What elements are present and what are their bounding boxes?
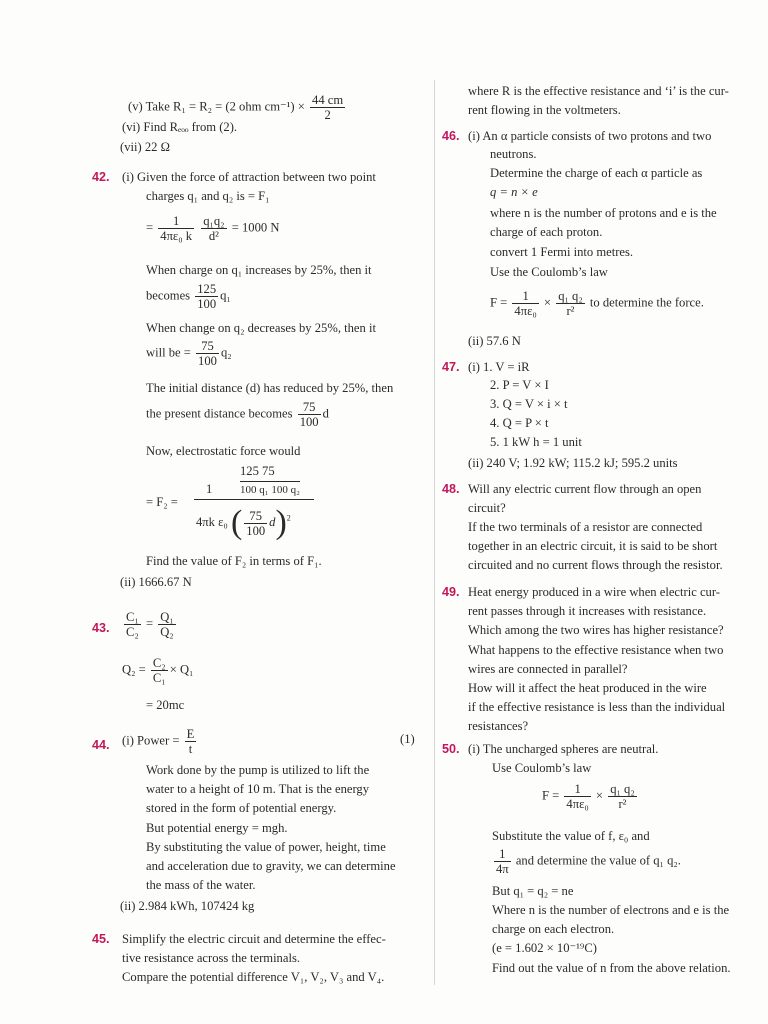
q45-line: Simplify the electric circuit and determine the effec- <box>122 932 386 946</box>
coulomb-formula: F = $\frac{1}{\text{4πε₀}}$ × $\frac{\text{q₁ q₂}}{\text{r²}}$ to determine the force. <box>490 289 704 318</box>
q42-formula: = $\frac{1}{\text{4πε₀ k}}$ $\frac{\text{q₁q₂}}{\text{d²}}$ = 1000 N <box>146 214 280 243</box>
q41-line-vi: (vi) Find Rₑₒₒ from (2). <box>122 120 238 134</box>
q47-answer: (ii) 240 V; 1.92 kW; 115.2 kJ; 595.2 units <box>468 456 678 470</box>
q42-fraction-line: the present distance becomes $\frac{75}{100}$ d <box>146 400 329 429</box>
q42-line: When charge on q₁ increases by 25%, then it <box>146 263 372 277</box>
q42-line: charges q₁ and q₂ is = F₁ <box>146 189 270 203</box>
question-number: 44. <box>92 738 110 752</box>
q46-line: Use the Coulomb’s law <box>490 265 608 279</box>
q44-line: By substituting the value of power, height, time <box>146 840 386 854</box>
q50-line: Find out the value of n from the above relation. <box>492 961 731 975</box>
q43-ratio: $\frac{\text{C₁}}{\text{C₂}}$ = $\frac{\text{Q₁}}{\text{Q₂}}$ <box>126 610 174 639</box>
q42-fraction-line: will be = $\frac{75}{100}$ q₂ <box>146 339 232 368</box>
question-number: 47. <box>442 360 460 374</box>
q50-line: charge on each electron. <box>492 922 615 936</box>
right-column <box>442 0 768 1024</box>
q49-line: rent passes through it increases with resistance. <box>468 604 707 618</box>
q46-line: where n is the number of protons and e is the <box>490 206 717 220</box>
q50-line: But q₁ = q₂ = ne <box>492 884 574 898</box>
q44-line: stored in the form of potential energy. <box>146 801 337 815</box>
q50-fraction-line: $\frac{1}{4\pi}$ and determine the value of q₁ q₂. <box>496 847 681 876</box>
q50-line: Substitute the value of f, ε₀ and <box>492 829 650 843</box>
question-number: 43. <box>92 621 110 635</box>
question-number: 42. <box>92 170 110 184</box>
question-number: 50. <box>442 742 460 756</box>
big-formula-den: 4πk ε₀ ( $\frac{75}{100}$ d)$^2$ <box>196 504 291 541</box>
q44-line: But potential energy = mgh. <box>146 821 288 835</box>
q50-line: Where n is the number of electrons and e is the <box>492 903 730 917</box>
q42-answer: (ii) 1666.67 N <box>120 575 192 589</box>
question-number: 49. <box>442 585 460 599</box>
q46-line: (i) An α particle consists of two protons and two <box>468 129 712 143</box>
fraction-bar <box>194 499 314 500</box>
q44-answer: (ii) 2.984 kWh, 107424 kg <box>120 899 255 913</box>
question-number: 45. <box>92 932 110 946</box>
q45-line: Compare the potential difference V₁, V₂, V₃ and V₄. <box>122 970 385 984</box>
q42-line: Find the value of F₂ in terms of F₁. <box>146 554 322 568</box>
q49-line: Which among the two wires has higher resistance? <box>468 623 724 637</box>
continued-line: where R is the effective resistance and ‘i’ is the cur- <box>468 84 729 98</box>
q43-equation: Q₂ = $\frac{\text{C₂}}{\text{C₁}}$ × Q₁ <box>122 656 194 685</box>
q50-line: (e = 1.602 × 10⁻¹⁹C) <box>492 941 597 955</box>
q42-line: Now, electrostatic force would <box>146 444 301 458</box>
q48-line: together in an electric circuit, it is said to be short <box>468 539 718 553</box>
q49-line: Heat energy produced in a wire when electric cur- <box>468 585 720 599</box>
q50-line: Use Coulomb’s law <box>492 761 592 775</box>
coulomb-formula: F = $\frac{1}{\text{4πε₀}}$ × $\frac{\text{q₁ q₂}}{\text{r²}}$ <box>542 782 635 811</box>
big-formula-one: 1 <box>206 482 213 496</box>
q46-formula: q = n × e <box>490 185 538 199</box>
q46-line: Determine the charge of each α particle as <box>490 166 703 180</box>
big-formula-top: 125 75 <box>240 464 275 478</box>
q46-line: neutrons. <box>490 147 537 161</box>
continued-line: rent flowing in the voltmeters. <box>468 103 621 117</box>
q42-fraction-line: becomes $\frac{125}{100}$ q₁ <box>146 282 231 311</box>
q46-answer: (ii) 57.6 N <box>468 334 521 348</box>
question-number: 46. <box>442 129 460 143</box>
q46-line: charge of each proton. <box>490 225 603 239</box>
q42-line: When change on q₂ decreases by 25%, then it <box>146 321 376 335</box>
big-formula-top-den: 100 q₁ 100 q₂ <box>240 481 300 498</box>
question-number: 48. <box>442 482 460 496</box>
q44-line: water to a height of 10 m. That is the energy <box>146 782 370 796</box>
q42-line: (i) Given the force of attraction between two point <box>122 170 376 184</box>
q48-line: circuit? <box>468 501 506 515</box>
q48-line: If the two terminals of a resistor are connected <box>468 520 703 534</box>
q45-line: tive resistance across the terminals. <box>122 951 300 965</box>
q50-line: (i) The uncharged spheres are neutral. <box>468 742 659 756</box>
q49-line: resistances? <box>468 719 529 733</box>
q44-power: (i) Power = $\frac{E}{t}$ <box>122 727 195 756</box>
q43-result: = 20mc <box>146 698 185 712</box>
q48-line: Will any electric current flow through an open <box>468 482 702 496</box>
q44-line: Work done by the pump is utilized to lift the <box>146 763 370 777</box>
q41-line-v: (v) Take R₁ = R₂ = (2 ohm cm⁻¹) × $\frac{44 cm}{2}$ <box>128 93 344 122</box>
q47-item: 2. P = V × I <box>490 378 549 392</box>
q47-item: (i) 1. V = iR <box>468 360 530 374</box>
fraction: $\frac{44 cm}{2}$ <box>312 93 344 122</box>
equation-tag: (1) <box>400 732 415 746</box>
q48-line: circuited and no current flows through the resistor. <box>468 558 723 572</box>
q49-line: What happens to the effective resistance when two <box>468 643 724 657</box>
q46-line: convert 1 Fermi into metres. <box>490 245 634 259</box>
big-formula-eq: = F₂ = <box>146 495 178 509</box>
q44-line: the mass of the water. <box>146 878 256 892</box>
q49-line: if the effective resistance is less than the individual <box>468 700 726 714</box>
q42-line: The initial distance (d) has reduced by 25%, then <box>146 381 394 395</box>
q47-item: 3. Q = V × i × t <box>490 397 568 411</box>
q47-item: 5. 1 kW h = 1 unit <box>490 435 582 449</box>
q41-line-vii: (vii) 22 Ω <box>120 140 170 154</box>
q49-line: How will it affect the heat produced in the wire <box>468 681 707 695</box>
q44-line: and acceleration due to gravity, we can determine <box>146 859 396 873</box>
q49-line: wires are connected in parallel? <box>468 662 628 676</box>
q47-item: 4. Q = P × t <box>490 416 549 430</box>
